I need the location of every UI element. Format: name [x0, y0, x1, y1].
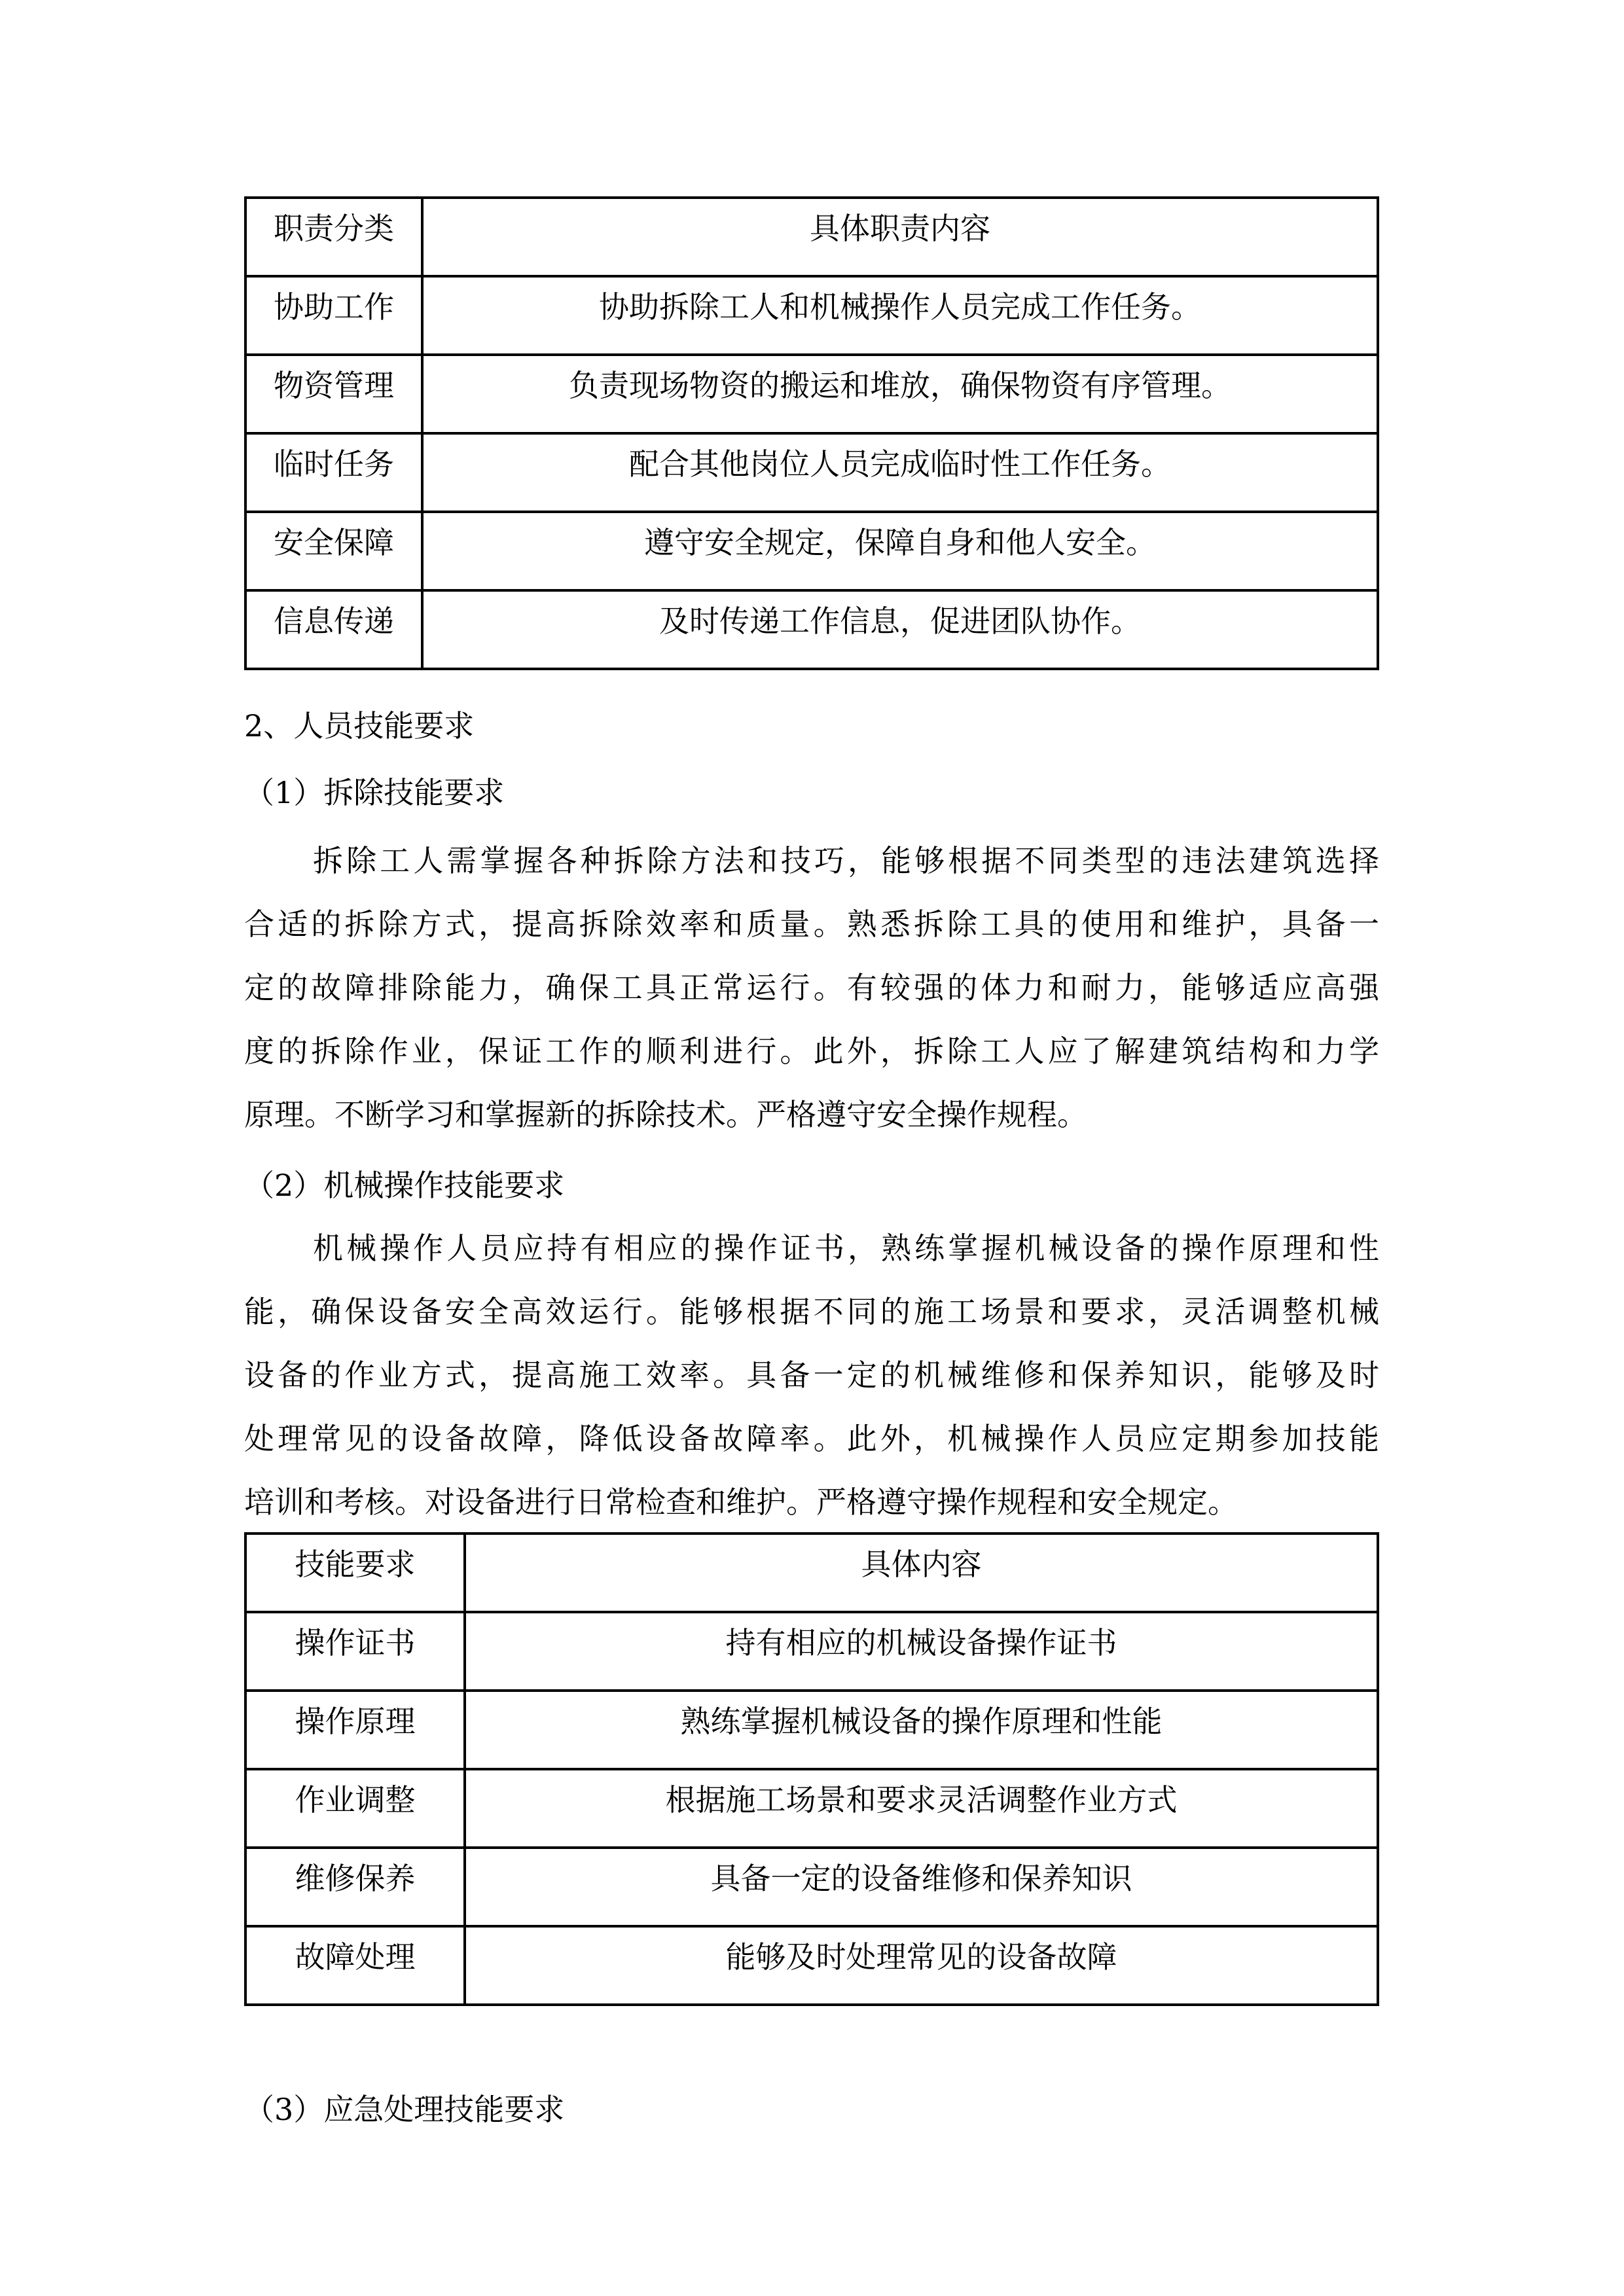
table-cell-content: 负责现场物资的搬运和堆放，确保物资有序管理。 — [422, 355, 1378, 433]
table-row — [245, 1848, 1378, 1926]
responsibilities-table — [244, 196, 1379, 670]
table-cell-content: 配合其他岗位人员完成临时性工作任务。 — [422, 433, 1378, 512]
subsection-heading-emergency: （3）应急处理技能要求 — [244, 2092, 565, 2127]
paragraph-line: 原理。不断学习和掌握新的拆除技术。严格遵守安全操作规程。 — [244, 1097, 1087, 1132]
table-header-cell: 具体内容 — [465, 1534, 1378, 1612]
table-cell-category: 物资管理 — [245, 355, 422, 433]
table-header-cell: 技能要求 — [245, 1534, 465, 1612]
table-cell-content: 及时传递工作信息，促进团队协作。 — [422, 590, 1378, 669]
skills-table — [244, 1532, 1379, 2006]
table-row — [245, 1612, 1378, 1691]
table-row — [245, 355, 1378, 433]
table-cell-content: 熟练掌握机械设备的操作原理和性能 — [465, 1691, 1378, 1769]
paragraph-line: 能，确保设备安全高效运行。能够根据不同的施工场景和要求，灵活调整机械 — [244, 1294, 1379, 1329]
paragraph-line: 处理常见的设备故障，降低设备故障率。此外，机械操作人员应定期参加技能 — [244, 1421, 1379, 1456]
subsection-heading-machinery: （2）机械操作技能要求 — [244, 1168, 565, 1203]
table-cell-skill: 维修保养 — [245, 1848, 465, 1926]
paragraph-line: 度的拆除作业，保证工作的顺利进行。此外，拆除工人应了解建筑结构和力学 — [244, 1033, 1379, 1069]
paragraph-line: 培训和考核。对设备进行日常检查和维护。严格遵守操作规程和安全规定。 — [244, 1484, 1238, 1520]
table-cell-content: 遵守安全规定，保障自身和他人安全。 — [422, 512, 1378, 590]
table-header-cell: 具体职责内容 — [422, 198, 1378, 276]
table-row — [245, 1926, 1378, 2005]
paragraph-line: 定的故障排除能力，确保工具正常运行。有较强的体力和耐力，能够适应高强 — [244, 970, 1379, 1005]
table-header-cell: 职责分类 — [245, 198, 422, 276]
paragraph-line: 设备的作业方式，提高施工效率。具备一定的机械维修和保养知识，能够及时 — [244, 1357, 1379, 1393]
table-cell-content: 能够及时处理常见的设备故障 — [465, 1926, 1378, 2005]
paragraph-line: 合适的拆除方式，提高拆除效率和质量。熟悉拆除工具的使用和维护，具备一 — [244, 906, 1379, 942]
table-cell-skill: 操作原理 — [245, 1691, 465, 1769]
table-cell-content: 持有相应的机械设备操作证书 — [465, 1612, 1378, 1691]
table-cell-category: 协助工作 — [245, 276, 422, 355]
table-cell-content: 根据施工场景和要求灵活调整作业方式 — [465, 1769, 1378, 1848]
table-header-row — [245, 198, 1378, 276]
table-cell-skill: 故障处理 — [245, 1926, 465, 2005]
table-header-row — [245, 1534, 1378, 1612]
table-row — [245, 512, 1378, 590]
paragraph-line: 拆除工人需掌握各种拆除方法和技巧，能够根据不同类型的违法建筑选择 — [313, 843, 1379, 878]
table-row — [245, 1769, 1378, 1848]
paragraph-line: 机械操作人员应持有相应的操作证书，熟练掌握机械设备的操作原理和性 — [313, 1230, 1379, 1266]
table-row — [245, 433, 1378, 512]
table-row — [245, 590, 1378, 669]
table-cell-skill: 操作证书 — [245, 1612, 465, 1691]
table-cell-category: 安全保障 — [245, 512, 422, 590]
subsection-heading-demolition: （1）拆除技能要求 — [244, 775, 505, 810]
table-cell-category: 临时任务 — [245, 433, 422, 512]
table-cell-skill: 作业调整 — [245, 1769, 465, 1848]
table-cell-content: 协助拆除工人和机械操作人员完成工作任务。 — [422, 276, 1378, 355]
table-row — [245, 276, 1378, 355]
table-row — [245, 1691, 1378, 1769]
table-cell-category: 信息传递 — [245, 590, 422, 669]
section-heading: 2、人员技能要求 — [244, 708, 475, 744]
table-cell-content: 具备一定的设备维修和保养知识 — [465, 1848, 1378, 1926]
